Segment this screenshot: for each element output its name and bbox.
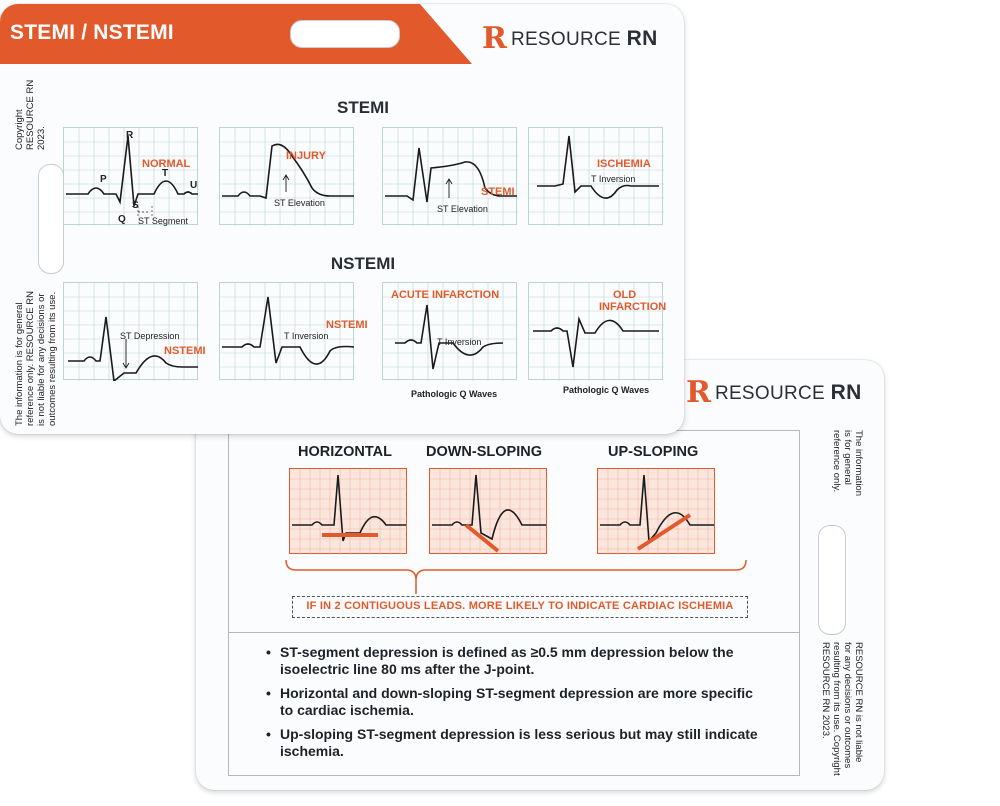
definition-bullet-1: • ST-segment depression is defined as ≥0.5 mm depression below the isoelectric line 80 ms after the J-point.: [266, 644, 766, 678]
up-sloping-ecg-svg: [598, 469, 716, 555]
ischemia-ecg-panel: [528, 127, 663, 225]
definition-bullet-2: • Horizontal and down-sloping ST-segment depression are more specific to cardiac ischemia.: [266, 685, 766, 719]
resource-rn-logo-front: [482, 21, 658, 56]
logo-word: RESOURCE: [714, 383, 826, 404]
lanyard-slot-top: [290, 20, 400, 48]
old-infarction-ecg-panel: [528, 282, 667, 395]
logo-text: [511, 27, 658, 51]
logo-text: [715, 381, 862, 405]
front-disclaimer: The information is for general reference only. RESOURCE RN is not liable for any decisions or outcomes resulting from its use.: [14, 291, 58, 426]
horizontal-ecg-diagram: [289, 468, 407, 554]
injury-tag: INJURY: [286, 150, 326, 162]
s-wave-label: S: [132, 200, 139, 211]
stemi-ecg-panel: [382, 127, 517, 225]
nstemi-tag-1: NSTEMI: [164, 345, 206, 357]
st-segment-label: ST Segment: [138, 216, 188, 226]
nstemi-tag-2: NSTEMI: [326, 319, 368, 331]
logo-rn: RN: [626, 27, 658, 50]
nstemi-section-title: NSTEMI: [330, 254, 396, 273]
injury-ecg-trace: [220, 128, 355, 226]
type-up-sloping-title: UP-SLOPING: [608, 444, 699, 460]
definition-bullet-3: • Up-sloping ST-segment depression is less serious but may still indicate ischemia.: [266, 726, 766, 760]
old-infarction-tag-line1: OLD: [613, 289, 637, 301]
injury-label: ST Elevation: [274, 198, 325, 208]
r-wave-label: R: [126, 130, 134, 141]
u-wave-label: U: [190, 180, 198, 191]
old-pathologic-q-label: Pathologic Q Waves: [563, 385, 650, 395]
definition-list: [266, 644, 766, 767]
ischemia-label: T Inversion: [591, 174, 636, 184]
stemi-tag: STEMI: [481, 186, 515, 198]
acute-inversion-label: T Inversion: [437, 337, 482, 347]
copyright-note: Copyright RESOURCE RN 2023.: [14, 79, 47, 150]
acute-infarction-tag: ACUTE INFARCTION: [391, 289, 500, 301]
down-sloping-ecg-diagram: [429, 468, 547, 554]
grouping-brace-icon: [284, 558, 748, 594]
section-divider: [228, 632, 800, 633]
lanyard-slot-side: [38, 164, 64, 274]
nstemi-depression-ecg-panel: [63, 282, 206, 380]
card-title: STEMI / NSTEMI: [10, 21, 174, 44]
up-sloping-ecg-diagram: [597, 468, 715, 554]
nstemi-inversion-ecg-panel: [219, 282, 368, 380]
t-wave-label: T: [162, 168, 169, 179]
back-disclaimer-bottom: RESOURCE RN is not liable for any decisions or outcomes resulting from its use. Copyright RESOURCE RN 2023.: [820, 642, 864, 776]
down-sloping-ecg-svg: [430, 469, 548, 555]
injury-ecg-panel: [219, 127, 354, 225]
logo-rn: RN: [830, 381, 862, 404]
logo-word: RESOURCE: [510, 29, 622, 50]
nstemi-inversion-label: T Inversion: [284, 331, 329, 341]
old-infarction-ecg-trace: [529, 283, 667, 381]
logo-mark: R: [482, 21, 507, 56]
type-horizontal-title: HORIZONTAL: [298, 444, 392, 460]
st-depression-label: ST Depression: [120, 331, 180, 341]
acute-infarction-ecg-panel: [382, 282, 517, 399]
old-infarction-tag-line2: INFARCTION: [599, 301, 667, 313]
q-wave-label: Q: [118, 214, 126, 225]
ischemia-tag: ISCHEMIA: [597, 158, 651, 170]
stemi-section-title: STEMI: [337, 98, 389, 117]
stemi-label: ST Elevation: [437, 204, 488, 214]
lanyard-slot: [818, 525, 846, 635]
back-disclaimer-top: The information is for general reference only.: [831, 430, 864, 497]
p-wave-label: P: [100, 174, 107, 185]
normal-ecg-panel: [63, 127, 198, 225]
type-down-sloping-title: DOWN-SLOPING: [426, 444, 542, 460]
horizontal-ecg-svg: [290, 469, 408, 555]
normal-ecg-trace: [64, 128, 199, 226]
resource-rn-logo-back: [686, 375, 862, 410]
normal-tag: NORMAL: [142, 158, 191, 170]
acute-pathologic-q-label: Pathologic Q Waves: [411, 389, 498, 399]
contiguous-leads-warning: IF IN 2 CONTIGUOUS LEADS. MORE LIKELY TO INDICATE CARDIAC ISCHEMIA: [292, 596, 748, 618]
reference-card-front: [0, 4, 684, 434]
logo-mark: R: [686, 375, 711, 410]
